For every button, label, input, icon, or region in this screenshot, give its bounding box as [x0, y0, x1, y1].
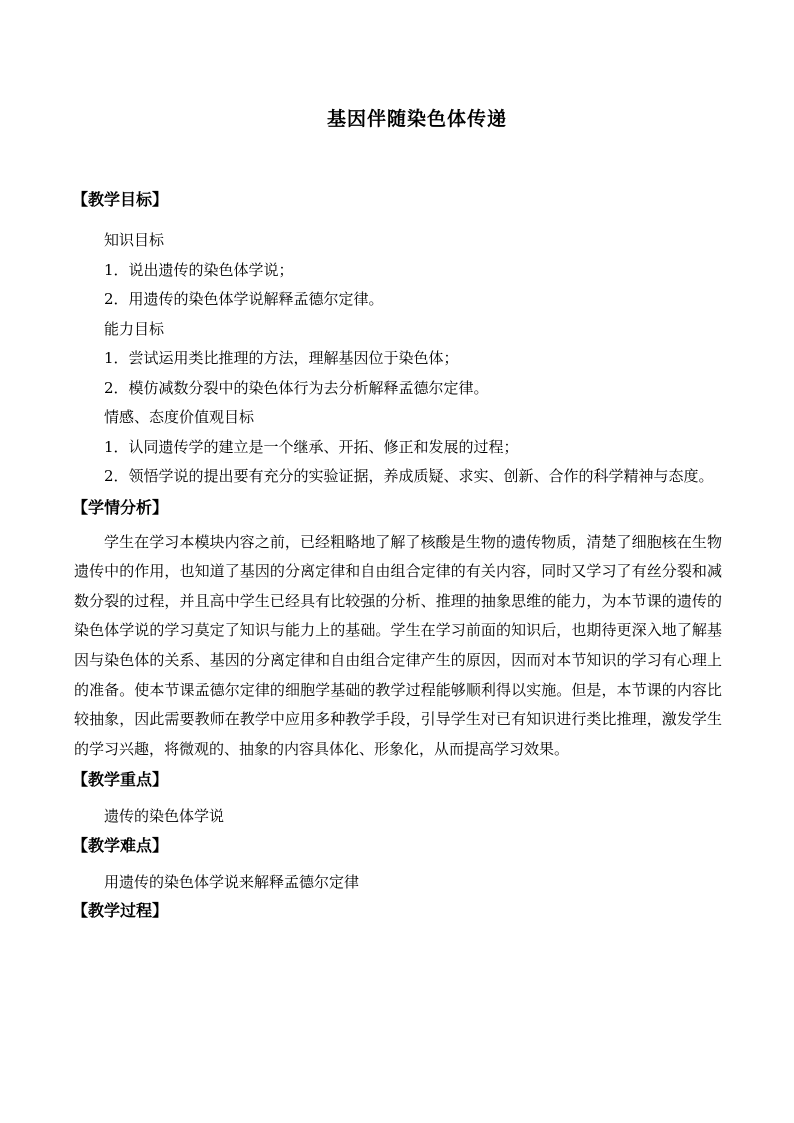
section-heading-key-points: 【教学重点】: [72, 770, 169, 790]
section-heading-objectives: 【教学目标】: [72, 190, 169, 209]
ability-item: 1．尝试运用类比推理的方法，理解基因位于染色体；: [104, 349, 459, 367]
difficulties-text: 用遗传的染色体学说来解释孟德尔定律: [104, 872, 360, 891]
document-body: [74, 188, 722, 923]
section-heading-process: 【教学过程】: [72, 901, 169, 921]
knowledge-item: 1．说出遗传的染色体学说；: [104, 260, 294, 279]
section-analysis: [74, 496, 722, 765]
emotion-objectives-label: 情感、态度价值观目标: [104, 408, 255, 426]
section-heading-analysis: 【学情分析】: [72, 497, 169, 517]
analysis-paragraph: 学生在学习本模块内容之前，已经粗略地了解了核酸是生物的遗传物质，清楚了细胞核在生物遗传中的作用，也知道了基因的分离定律和自由组合定律的有关内容，同时又学习了有丝分裂和减数分裂的过程，并且高中学生已经具有比较强的分析、推理的抽象思维的能力，为本节课的遗传的染色体学说的学习莫定了知识与能力上的基础。学生在学习前面的知识后，也期待更深入地了解基因与染色体的关系、基因的分离定律和自由组合定律产生的原因，因而对本节知识的学习有心理上的准备。使本节课孟德尔定律的细胞学基础的教学过程能够顺利得以实施。但是，本节课的内容比较抽象，因此需要教师在教学中应用多种教学手段，引导学生对已有知识进行类比推理，激发学生的学习兴趣，将微观的、抽象的内容具体化、形象化，从而提高学习效果。: [74, 532, 722, 758]
knowledge-item: 2．用遗传的染色体学说解释孟德尔定律。: [104, 290, 384, 308]
emotion-item: 2．领悟学说的提出要有充分的实验证据，养成质疑、求实、创新、合作的科学精神与态度。: [104, 467, 714, 485]
ability-item: 2．模仿减数分裂中的染色体行为去分析解释孟德尔定律。: [104, 378, 489, 397]
document-title: 基因伴随染色体传递: [326, 108, 507, 130]
section-difficulties: [74, 834, 722, 898]
section-heading-difficulties: 【教学难点】: [72, 835, 169, 855]
emotion-item: 1．认同遗传学的建立是一个继承、开拓、修正和发展的过程；: [104, 437, 519, 456]
key-points-text: 遗传的染色体学说: [104, 807, 225, 826]
section-process: [74, 899, 722, 923]
ability-objectives-label: 能力目标: [104, 319, 165, 338]
section-objectives: [74, 188, 722, 492]
knowledge-objectives-label: 知识目标: [104, 231, 165, 249]
section-key-points: [74, 768, 722, 832]
